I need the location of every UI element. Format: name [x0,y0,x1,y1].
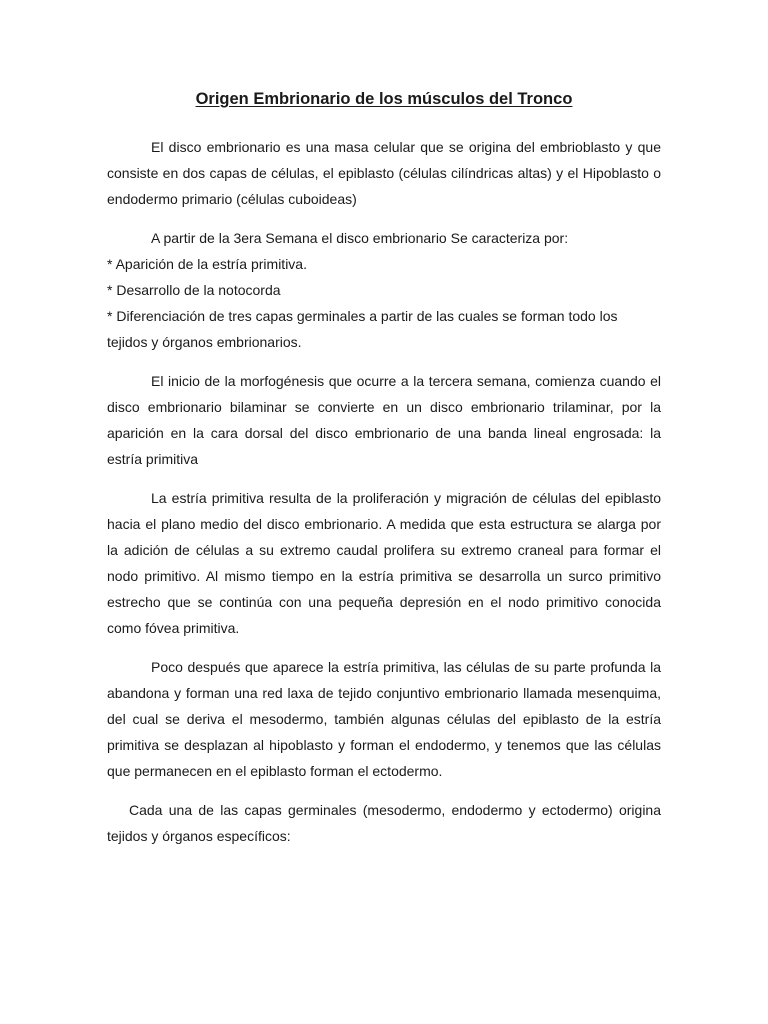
characteristics-list [107,225,661,355]
paragraph-capas-germinales: Cada una de las capas germinales (mesodermo, endodermo y ectodermo) origina tejidos y órganos específicos: [107,802,661,844]
page-title: Origen Embrionario de los músculos del Tronco [195,90,573,108]
paragraph-mesenquima: Poco después que aparece la estría primitiva, las células de su parte profunda la abandona y forman una red laxa de tejido conjuntivo embrionario llamada mesenquima, del cual se deriva el mesodermo, también algunas células del epiblasto de la estría primitiva se desplazan al hipoblasto y forman el endodermo, y tenemos que las células que permanecen en el epiblasto forman el ectodermo. [107,659,661,779]
paragraph-estria-primitiva: La estría primitiva resulta de la proliferación y migración de células del epiblasto hacia el plano medio del disco embrionario. A medida que esta estructura se alarga por la adición de células a su extremo caudal prolifera su extremo craneal para formar el nodo primitivo. Al mismo tiempo en la estría primitiva se desarrolla un surco primitivo estrecho que se continúa con una pequeña depresión en el nodo primitivo conocida como fóvea primitiva. [107,490,661,636]
paragraph-disco-embrionario: El disco embrionario es una masa celular que se origina del embrioblasto y que consiste en dos capas de células, el epiblasto (células cilíndricas altas) y el Hipoblasto o endodermo primario (células cuboideas) [107,139,661,207]
list-intro: A partir de la 3era Semana el disco embrionario Se caracteriza por: [151,230,569,246]
list-item: * Desarrollo de la notocorda [107,282,281,298]
document-page [107,86,661,862]
list-item: * Aparición de la estría primitiva. [107,256,307,272]
paragraph-morfogenesis: El inicio de la morfogénesis que ocurre a la tercera semana, comienza cuando el disco embrionario bilaminar se convierte en un disco embrionario trilaminar, por la aparición en la cara dorsal del disco embrionario de una banda lineal engrosada: la estría primitiva [107,373,661,467]
list-item: * Diferenciación de tres capas germinales a partir de las cuales se forman todo los tejidos y órganos embrionarios. [107,308,618,350]
